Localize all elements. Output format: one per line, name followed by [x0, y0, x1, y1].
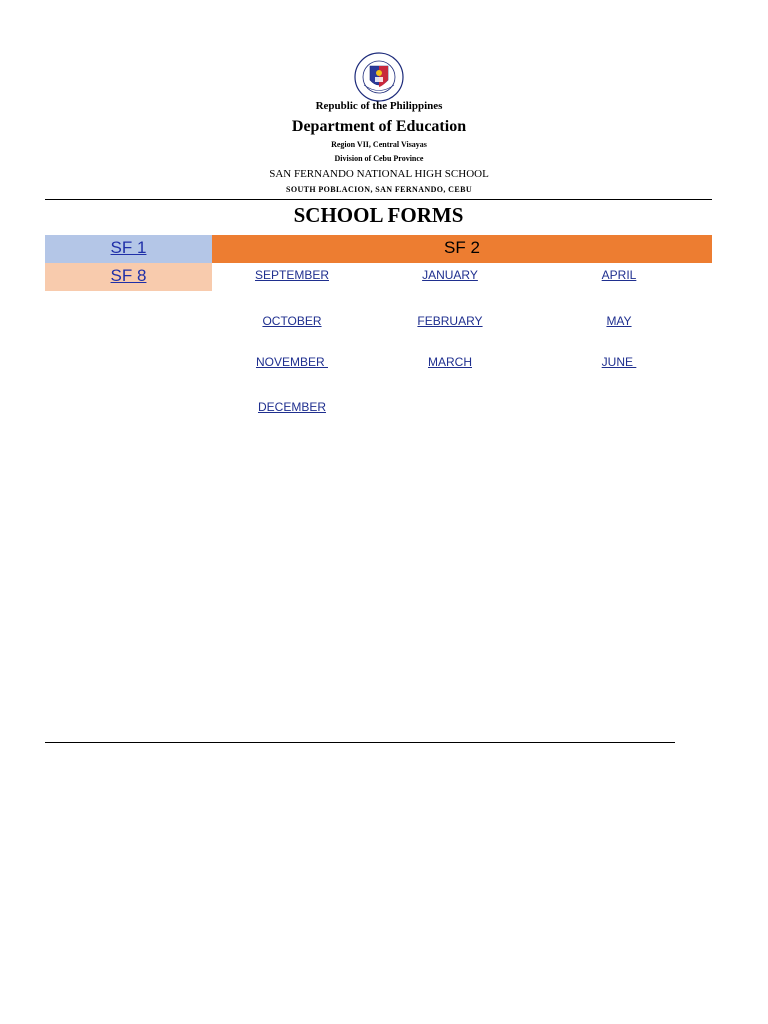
month-link-april[interactable]: APRIL: [601, 268, 637, 282]
month-link-march[interactable]: MARCH: [428, 355, 472, 369]
school-name: SAN FERNANDO NATIONAL HIGH SCHOOL: [269, 168, 489, 180]
department-heading: Department of Education: [291, 118, 467, 135]
sf8-link[interactable]: SF 8: [110, 266, 147, 285]
month-link-june[interactable]: JUNE: [601, 355, 637, 369]
month-link-november[interactable]: NOVEMBER: [255, 355, 328, 369]
sf1-link[interactable]: SF 1: [110, 238, 147, 257]
month-link-september[interactable]: SEPTEMBER: [254, 268, 329, 282]
month-link-february[interactable]: FEBRUARY: [417, 314, 483, 328]
month-link-january[interactable]: JANUARY: [422, 268, 478, 282]
month-link-october[interactable]: OCTOBER: [262, 314, 322, 328]
sf1-cell: [45, 235, 212, 263]
region-heading: Region VII, Central Visayas: [331, 140, 427, 149]
sf8-cell: [45, 263, 212, 291]
page-title: SCHOOL FORMS: [293, 203, 464, 227]
division-heading: Division of Cebu Province: [334, 154, 424, 163]
month-link-december[interactable]: DECEMBER: [257, 400, 326, 414]
month-link-may[interactable]: MAY: [606, 314, 632, 328]
republic-heading: Republic of the Philippines: [315, 100, 443, 112]
header-divider: [45, 199, 712, 200]
school-address: SOUTH POBLACION, SAN FERNANDO, CEBU: [285, 185, 473, 194]
deped-seal-logo: [352, 52, 406, 102]
footer-divider: [45, 742, 675, 743]
sf2-header: SF 2: [212, 235, 712, 263]
